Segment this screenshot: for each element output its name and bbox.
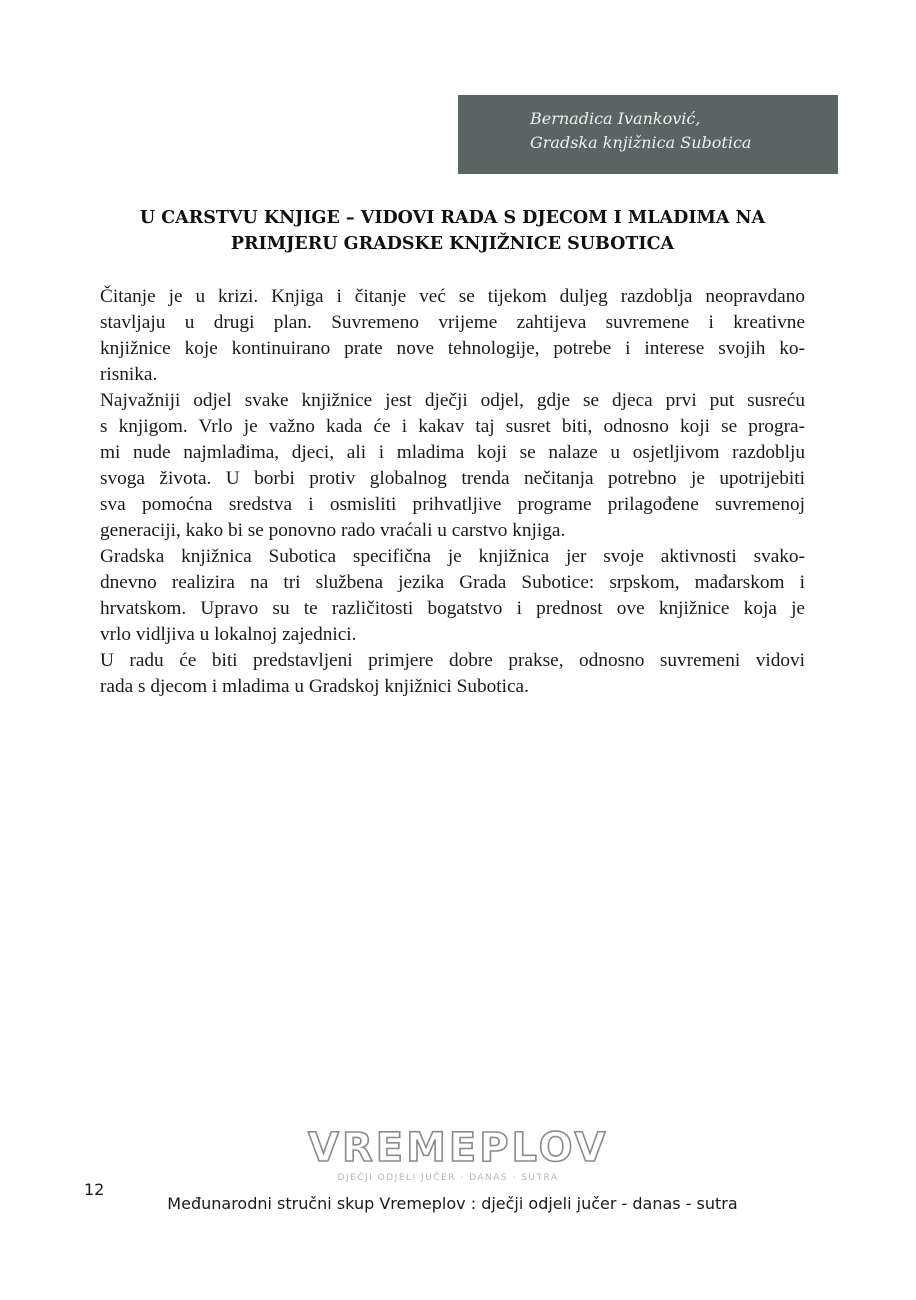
text-line: Najvažniji odjel svake knjižnice jest dječji odjel, gdje se djeca prvi put susreću (100, 390, 805, 411)
text-line: dnevno realizira na tri službena jezika Grada Subotice: srpskom, mađarskom i (100, 572, 805, 593)
author-name: Bernadica Ivanković, (530, 109, 701, 128)
text-line: sva pomoćna sredstva i osmisliti prihvatljive programe prilagođene suvremenoj (100, 494, 805, 515)
footer-text: Međunarodni stručni skup Vremeplov : dječji odjeli jučer - danas - sutra (167, 1194, 738, 1213)
vremeplov-logo (308, 1125, 609, 1188)
text-line: s knjigom. Vrlo je važno kada će i kakav taj susret biti, odnosno koji se progra- (100, 416, 805, 437)
text-line: generaciji, kako bi se ponovno rado vraćali u carstvo knjiga. (100, 520, 566, 541)
author-box (458, 95, 838, 174)
text-line: rada s djecom i mladima u Gradskoj knjižnici Subotica. (100, 676, 529, 697)
text-line: stavljaju u drugi plan. Suvremeno vrijeme zahtijeva suvremene i kreativne (100, 312, 805, 333)
title-line-2: PRIMJERU GRADSKE KNJIŽNICE SUBOTICA (230, 234, 675, 254)
text-line: svoga života. U borbi protiv globalnog trenda nečitanja potrebno je upotrijebiti (100, 468, 805, 489)
text-line: Gradska knjižnica Subotica specifična je knjižnica jer svoje aktivnosti svako- (100, 546, 805, 567)
article-title (100, 205, 805, 257)
page-number: 12 (84, 1180, 105, 1199)
author-institution: Gradska knjižnica Subotica (530, 133, 752, 152)
text-line: knjižnice koje kontinuirano prate nove tehnologije, potrebe i interese svojih ko- (100, 338, 805, 359)
text-line: vrlo vidljiva u lokalnoj zajednici. (100, 624, 357, 645)
text-line: risnika. (100, 364, 158, 385)
text-line: hrvatskom. Upravo su te različitosti bogatstvo i prednost ove knjižnice koja je (100, 598, 805, 619)
logo-wordmark: VREMEPLOV (308, 1125, 609, 1171)
text-line: U radu će biti predstavljeni primjere dobre prakse, odnosno suvremeni vidovi (100, 650, 805, 671)
abstract-text (100, 284, 805, 700)
text-line: Čitanje je u krizi. Knjiga i čitanje već se tijekom duljeg razdoblja neopravdano (100, 286, 805, 307)
logo-tagline: DJEČJI ODJELI JUČER · DANAS · SUTRA (337, 1173, 559, 1183)
text-line: mi nude najmlađima, djeci, ali i mladima koji se nalaze u osjetljivom razdoblju (100, 442, 805, 463)
title-line-1: U CARSTVU KNJIGE – VIDOVI RADA S DJECOM I MLADIMA NA (139, 208, 766, 228)
